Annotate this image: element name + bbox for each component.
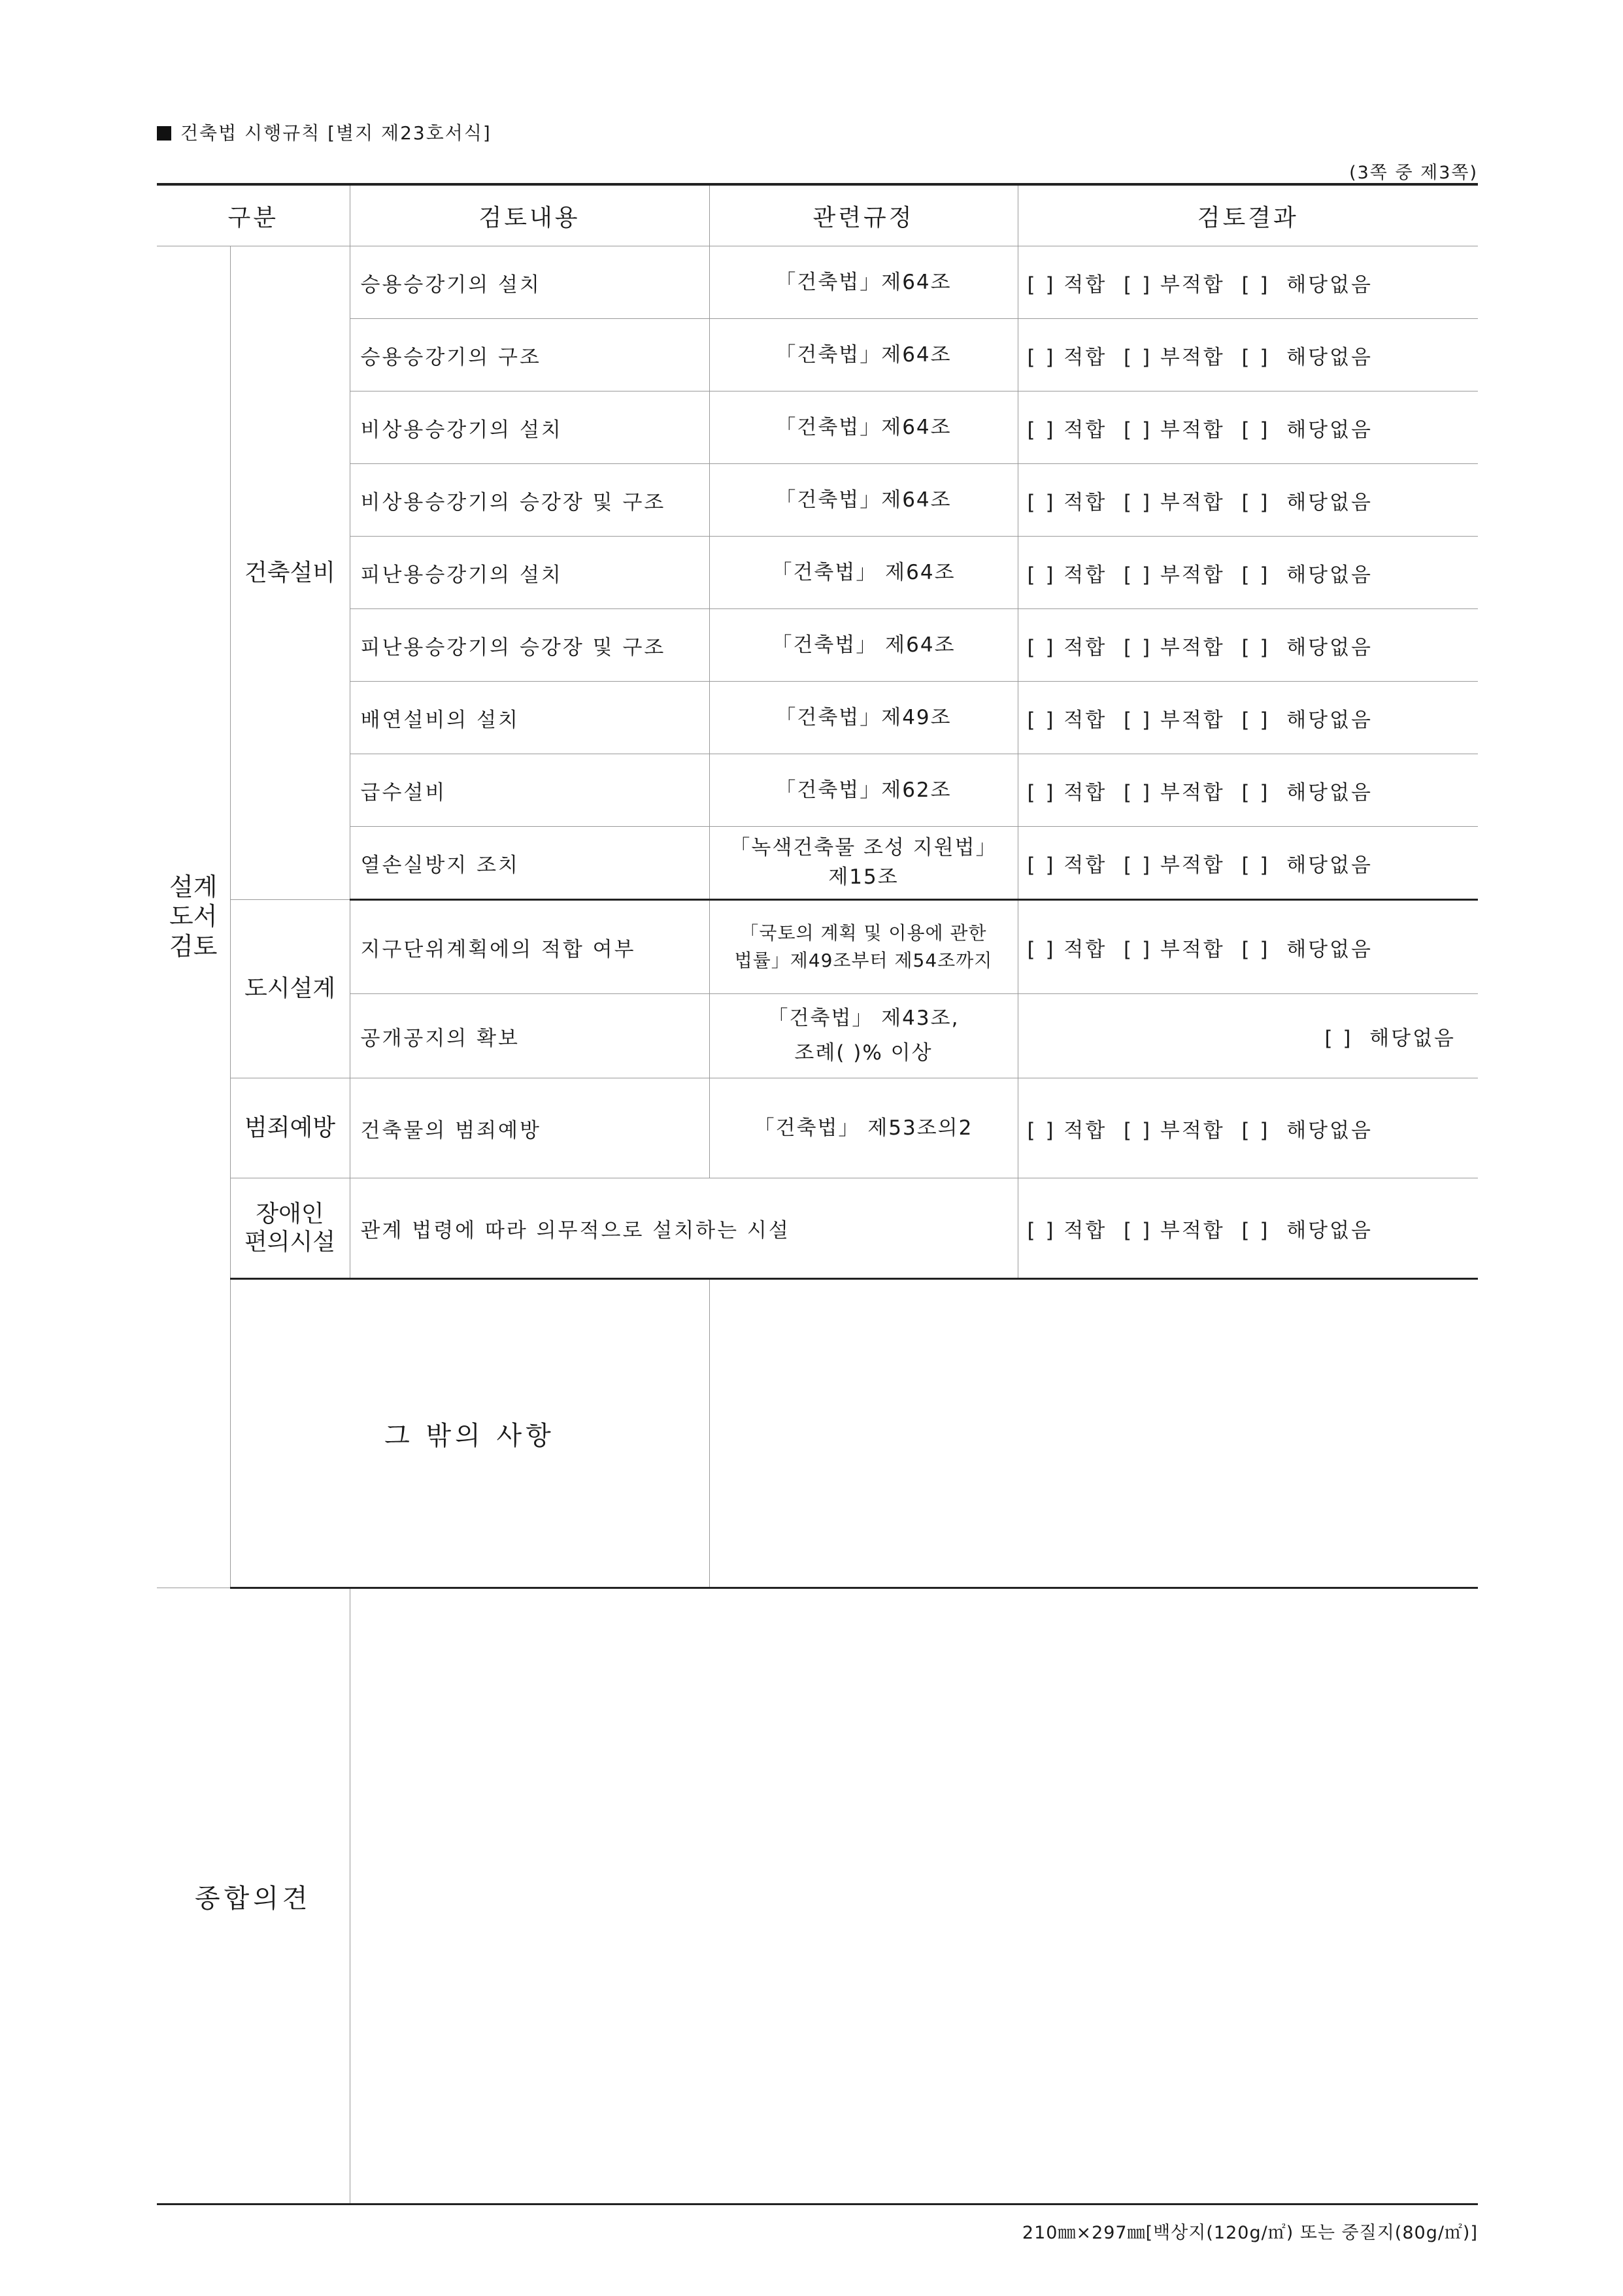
table-row (157, 246, 1478, 319)
related-law: 「건축법」제64조 (709, 464, 1018, 537)
review-item: 피난용승강기의 설치 (350, 537, 709, 609)
result-checkboxes[interactable]: [ ] 적합 [ ] 부적합 [ ] 해당없음 (1018, 319, 1478, 391)
table-row (157, 319, 1478, 391)
col-header-category: 구분 (157, 184, 350, 246)
form-header (157, 119, 492, 145)
review-item: 급수설비 (350, 754, 709, 827)
result-checkboxes[interactable]: [ ] 적합 [ ] 부적합 [ ] 해당없음 (1018, 246, 1478, 319)
result-checkboxes[interactable]: [ ] 적합 [ ] 부적합 [ ] 해당없음 (1018, 754, 1478, 827)
paper-spec-footer: 210㎜×297㎜[백상지(120g/㎡) 또는 중질지(80g/㎡)] (1022, 2223, 1478, 2243)
related-law: 「건축법」 제64조 (709, 537, 1018, 609)
table-row (157, 900, 1478, 994)
table-row (157, 827, 1478, 900)
header-marker-square (157, 126, 171, 141)
review-item: 배연설비의 설치 (350, 682, 709, 754)
col-header-result: 검토결과 (1018, 184, 1478, 246)
review-item: 관계 법령에 따라 의무적으로 설치하는 시설 (350, 1178, 1018, 1279)
review-table (157, 183, 1478, 2205)
related-law: 「건축법」 제64조 (709, 609, 1018, 682)
overall-opinion-row (157, 1588, 1478, 2204)
related-law: 「건축법」제62조 (709, 754, 1018, 827)
table-row (157, 682, 1478, 754)
result-checkboxes[interactable]: [ ] 적합 [ ] 부적합 [ ] 해당없음 (1018, 537, 1478, 609)
form-title: 건축법 시행규칙 [별지 제23호서식] (180, 122, 492, 144)
table-row (157, 537, 1478, 609)
table-row (157, 464, 1478, 537)
result-checkboxes[interactable]: [ ] 적합 [ ] 부적합 [ ] 해당없음 (1018, 609, 1478, 682)
table-row (157, 609, 1478, 682)
review-item: 건축물의 범죄예방 (350, 1078, 709, 1178)
other-matters-input[interactable] (709, 1279, 1478, 1588)
col-header-law: 관련규정 (709, 184, 1018, 246)
review-item: 공개공지의 확보 (350, 994, 709, 1078)
other-matters-row (157, 1279, 1478, 1588)
result-checkboxes[interactable]: [ ] 적합 [ ] 부적합 [ ] 해당없음 (1018, 1178, 1478, 1279)
page-number-note: (3쪽 중 제3쪽) (1349, 163, 1478, 183)
related-law: 「녹색건축물 조성 지원법」 제15조 (709, 827, 1018, 900)
table-row (157, 994, 1478, 1078)
related-law: 「국토의 계획 및 이용에 관한 법률」제49조부터 제54조까지 (709, 900, 1018, 994)
table-row (157, 391, 1478, 464)
review-item: 승용승강기의 구조 (350, 319, 709, 391)
related-law: 「건축법」 제53조의2 (709, 1078, 1018, 1178)
subcategory-building-equipment: 건축설비 (230, 246, 350, 900)
review-item: 비상용승강기의 설치 (350, 391, 709, 464)
subcategory-disability-facilities: 장애인 편의시설 (230, 1178, 350, 1279)
main-category-label: 설계 도서 검토 (169, 872, 218, 961)
related-law: 「건축법」 제43조, 조례( )% 이상 (709, 994, 1018, 1078)
result-checkboxes[interactable]: [ ] 적합 [ ] 부적합 [ ] 해당없음 (1018, 900, 1478, 994)
table-row (157, 1078, 1478, 1178)
review-item: 지구단위계획에의 적합 여부 (350, 900, 709, 994)
review-item: 열손실방지 조치 (350, 827, 709, 900)
other-matters-label: 그 밖의 사항 (230, 1279, 709, 1588)
related-law: 「건축법」제64조 (709, 319, 1018, 391)
review-item: 비상용승강기의 승강장 및 구조 (350, 464, 709, 537)
table-row (157, 754, 1478, 827)
related-law: 「건축법」제64조 (709, 391, 1018, 464)
result-checkbox-na[interactable]: [ ] 해당없음 (1018, 994, 1478, 1078)
subcategory-crime-prevention: 범죄예방 (230, 1078, 350, 1178)
result-checkboxes[interactable]: [ ] 적합 [ ] 부적합 [ ] 해당없음 (1018, 1078, 1478, 1178)
review-item: 승용승강기의 설치 (350, 246, 709, 319)
overall-opinion-label: 종합의견 (157, 1588, 350, 2204)
result-checkboxes[interactable]: [ ] 적합 [ ] 부적합 [ ] 해당없음 (1018, 682, 1478, 754)
table-header-row (157, 184, 1478, 246)
review-item: 피난용승강기의 승강장 및 구조 (350, 609, 709, 682)
result-checkboxes[interactable]: [ ] 적합 [ ] 부적합 [ ] 해당없음 (1018, 464, 1478, 537)
related-law: 「건축법」제64조 (709, 246, 1018, 319)
result-checkboxes[interactable]: [ ] 적합 [ ] 부적합 [ ] 해당없음 (1018, 827, 1478, 900)
col-header-content: 검토내용 (350, 184, 709, 246)
main-category-design-review (157, 246, 230, 1588)
subcategory-urban-design: 도시설계 (230, 900, 350, 1078)
result-checkboxes[interactable]: [ ] 적합 [ ] 부적합 [ ] 해당없음 (1018, 391, 1478, 464)
table-row (157, 1178, 1478, 1279)
related-law: 「건축법」제49조 (709, 682, 1018, 754)
overall-opinion-input[interactable] (350, 1588, 1478, 2204)
